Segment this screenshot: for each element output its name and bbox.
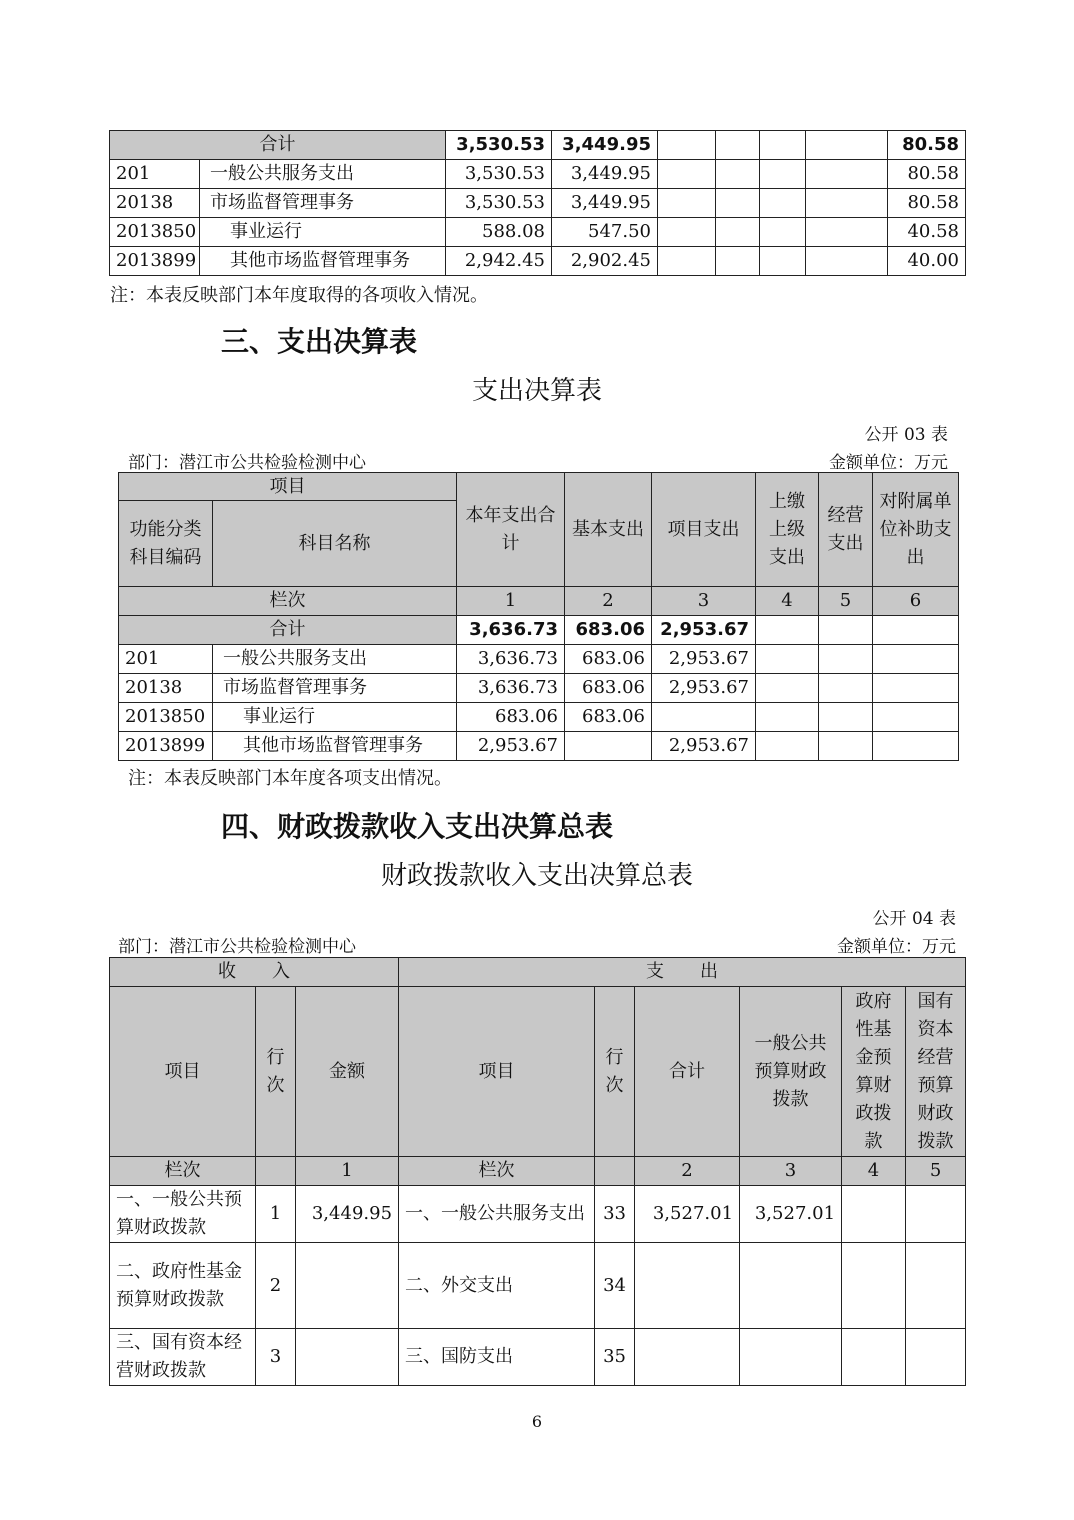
col-index: 1: [457, 587, 565, 616]
value-cell: [756, 674, 819, 703]
value-cell: 683.06: [457, 703, 565, 732]
value-cell: [635, 1329, 740, 1386]
value-cell: 40.58: [888, 218, 966, 247]
value-cell: [716, 160, 760, 189]
value-cell: 2,953.67: [652, 645, 756, 674]
code-cell: 2013850: [119, 703, 213, 732]
header-item: 项目: [119, 473, 457, 501]
value-cell: [716, 247, 760, 276]
table-row: [110, 218, 966, 247]
header-operating: 经营支出: [819, 473, 873, 587]
table-row: [119, 645, 959, 674]
code-cell: 201: [110, 160, 200, 189]
value-cell: [906, 1329, 966, 1386]
header-code: 功能分类科目编码: [119, 501, 213, 587]
value-cell: [658, 160, 716, 189]
header-item: 项目: [110, 987, 256, 1157]
col-index: 1: [296, 1157, 399, 1186]
income-item: 一、一般公共预算财政拨款: [110, 1186, 256, 1243]
value-cell: [658, 218, 716, 247]
value-cell: [842, 1243, 906, 1329]
col-index: 栏次: [110, 1157, 256, 1186]
table-row: [110, 1329, 966, 1386]
value-cell: [906, 1186, 966, 1243]
value-cell: 3,636.73: [457, 645, 565, 674]
name-cell: 市场监督管理事务: [200, 189, 446, 218]
col-index: 5: [819, 587, 873, 616]
name-cell: 市场监督管理事务: [213, 674, 457, 703]
header-line: 行次: [256, 987, 296, 1157]
department-label: 部门：潜江市公共检验检测中心: [128, 453, 366, 473]
value-cell: [635, 1243, 740, 1329]
total-cell: 2,953.67: [652, 616, 756, 645]
col-index: 6: [873, 587, 959, 616]
table-row: [110, 160, 966, 189]
value-cell: [819, 703, 873, 732]
unit-label: 金额单位：万元: [829, 453, 948, 473]
value-cell: [806, 218, 888, 247]
total-cell: [716, 131, 760, 160]
amount-cell: [296, 1329, 399, 1386]
line-number: 33: [595, 1186, 635, 1243]
value-cell: [873, 703, 959, 732]
expense-item: 二、外交支出: [399, 1243, 595, 1329]
value-cell: [819, 732, 873, 761]
table-row: [119, 732, 959, 761]
total-cell: 3,636.73: [457, 616, 565, 645]
total-cell: [756, 616, 819, 645]
value-cell: [819, 674, 873, 703]
value-cell: 80.58: [888, 160, 966, 189]
table-number: 公开 04 表: [872, 909, 956, 929]
expense-table: [118, 472, 959, 761]
table-row: [110, 247, 966, 276]
value-cell: [756, 703, 819, 732]
value-cell: [756, 645, 819, 674]
value-cell: [873, 674, 959, 703]
col-index: 5: [906, 1157, 966, 1186]
value-cell: [652, 703, 756, 732]
value-cell: 3,527.01: [740, 1186, 842, 1243]
header-project: 项目支出: [652, 473, 756, 587]
value-cell: 547.50: [552, 218, 658, 247]
col-index: [595, 1157, 635, 1186]
name-cell: 其他市场监督管理事务: [213, 732, 457, 761]
value-cell: [906, 1243, 966, 1329]
value-cell: [806, 160, 888, 189]
department-label: 部门：潜江市公共检验检测中心: [118, 937, 356, 957]
code-cell: 20138: [119, 674, 213, 703]
name-cell: 事业运行: [213, 703, 457, 732]
table-row: [110, 1243, 966, 1329]
name-cell: 一般公共服务支出: [213, 645, 457, 674]
value-cell: 2,902.45: [552, 247, 658, 276]
table-title: 财政拨款收入支出决算总表: [380, 861, 693, 891]
code-cell: 2013850: [110, 218, 200, 247]
value-cell: 40.00: [888, 247, 966, 276]
table-number: 公开 03 表: [864, 425, 948, 445]
name-cell: 其他市场监督管理事务: [200, 247, 446, 276]
expense-header: 支 出: [399, 958, 966, 987]
value-cell: 2,953.67: [652, 732, 756, 761]
header-total: 合计: [635, 987, 740, 1157]
value-cell: 3,449.95: [552, 189, 658, 218]
income-table-continued: [109, 130, 966, 276]
unit-label: 金额单位：万元: [837, 937, 956, 957]
table-row: [119, 674, 959, 703]
header-line2: 行次: [595, 987, 635, 1157]
total-cell: [760, 131, 806, 160]
value-cell: [760, 160, 806, 189]
total-cell: [819, 616, 873, 645]
line-number: 34: [595, 1243, 635, 1329]
value-cell: [740, 1329, 842, 1386]
name-cell: 一般公共服务支出: [200, 160, 446, 189]
table-row: [110, 189, 966, 218]
table-row: [119, 703, 959, 732]
col-index: 4: [756, 587, 819, 616]
value-cell: 2,953.67: [652, 674, 756, 703]
value-cell: [873, 732, 959, 761]
income-header: 收 入: [110, 958, 399, 987]
code-cell: 2013899: [119, 732, 213, 761]
expense-item: 一、一般公共服务支出: [399, 1186, 595, 1243]
col-index: 3: [740, 1157, 842, 1186]
line-number: 2: [256, 1243, 296, 1329]
value-cell: [806, 247, 888, 276]
amount-cell: 3,449.95: [296, 1186, 399, 1243]
table-note: 注：本表反映部门本年度各项支出情况。: [128, 768, 452, 789]
col-index: 3: [652, 587, 756, 616]
header-name: 科目名称: [213, 501, 457, 587]
value-cell: 3,636.73: [457, 674, 565, 703]
value-cell: [716, 218, 760, 247]
expense-item: 三、国防支出: [399, 1329, 595, 1386]
value-cell: 3,449.95: [552, 160, 658, 189]
value-cell: [819, 645, 873, 674]
code-cell: 201: [119, 645, 213, 674]
value-cell: [716, 189, 760, 218]
col-index-label: 栏次: [119, 587, 457, 616]
value-cell: 683.06: [565, 645, 652, 674]
line-number: 35: [595, 1329, 635, 1386]
total-cell: [806, 131, 888, 160]
code-cell: 2013899: [110, 247, 200, 276]
value-cell: [806, 189, 888, 218]
total-label: 合计: [110, 131, 446, 160]
line-number: 3: [256, 1329, 296, 1386]
value-cell: 588.08: [446, 218, 552, 247]
value-cell: 2,953.67: [457, 732, 565, 761]
name-cell: 事业运行: [200, 218, 446, 247]
table-note: 注：本表反映部门本年度取得的各项收入情况。: [110, 285, 488, 306]
value-cell: [842, 1329, 906, 1386]
header-state-capital: 国有资本经营预算财政拨款: [906, 987, 966, 1157]
col-index: 2: [565, 587, 652, 616]
header-amount: 金额: [296, 987, 399, 1157]
value-cell: 683.06: [565, 703, 652, 732]
table-title: 支出决算表: [471, 376, 602, 406]
header-subsidy: 对附属单位补助支出: [873, 473, 959, 587]
total-cell: [658, 131, 716, 160]
value-cell: 3,530.53: [446, 189, 552, 218]
page-number: 6: [531, 1412, 543, 1431]
header-item2: 项目: [399, 987, 595, 1157]
value-cell: 683.06: [565, 674, 652, 703]
col-index: 2: [635, 1157, 740, 1186]
header-remit: 上缴上级支出: [756, 473, 819, 587]
value-cell: [565, 732, 652, 761]
appropriation-table: [109, 957, 966, 1386]
total-cell: 683.06: [565, 616, 652, 645]
line-number: 1: [256, 1186, 296, 1243]
header-gov-fund: 政府性基金预算财政拨款: [842, 987, 906, 1157]
value-cell: [740, 1243, 842, 1329]
header-basic: 基本支出: [565, 473, 652, 587]
total-cell: 3,449.95: [552, 131, 658, 160]
total-cell: 80.58: [888, 131, 966, 160]
total-cell: 3,530.53: [446, 131, 552, 160]
table-row: [110, 1186, 966, 1243]
amount-cell: [296, 1243, 399, 1329]
col-index: 4: [842, 1157, 906, 1186]
income-item: 二、政府性基金预算财政拨款: [110, 1243, 256, 1329]
section-heading: 四、财政拨款收入支出决算总表: [221, 810, 614, 843]
value-cell: [760, 218, 806, 247]
value-cell: 80.58: [888, 189, 966, 218]
section-heading: 三、支出决算表: [221, 325, 418, 358]
col-index: [256, 1157, 296, 1186]
total-label: 合计: [119, 616, 457, 645]
total-cell: [873, 616, 959, 645]
col-index: 栏次: [399, 1157, 595, 1186]
value-cell: 3,527.01: [635, 1186, 740, 1243]
header-total: 本年支出合计: [457, 473, 565, 587]
value-cell: [756, 732, 819, 761]
value-cell: [658, 247, 716, 276]
header-general: 一般公共预算财政拨款: [740, 987, 842, 1157]
value-cell: [842, 1186, 906, 1243]
value-cell: [658, 189, 716, 218]
value-cell: [873, 645, 959, 674]
value-cell: [760, 189, 806, 218]
value-cell: 2,942.45: [446, 247, 552, 276]
code-cell: 20138: [110, 189, 200, 218]
value-cell: 3,530.53: [446, 160, 552, 189]
income-item: 三、国有资本经营财政拨款: [110, 1329, 256, 1386]
value-cell: [760, 247, 806, 276]
